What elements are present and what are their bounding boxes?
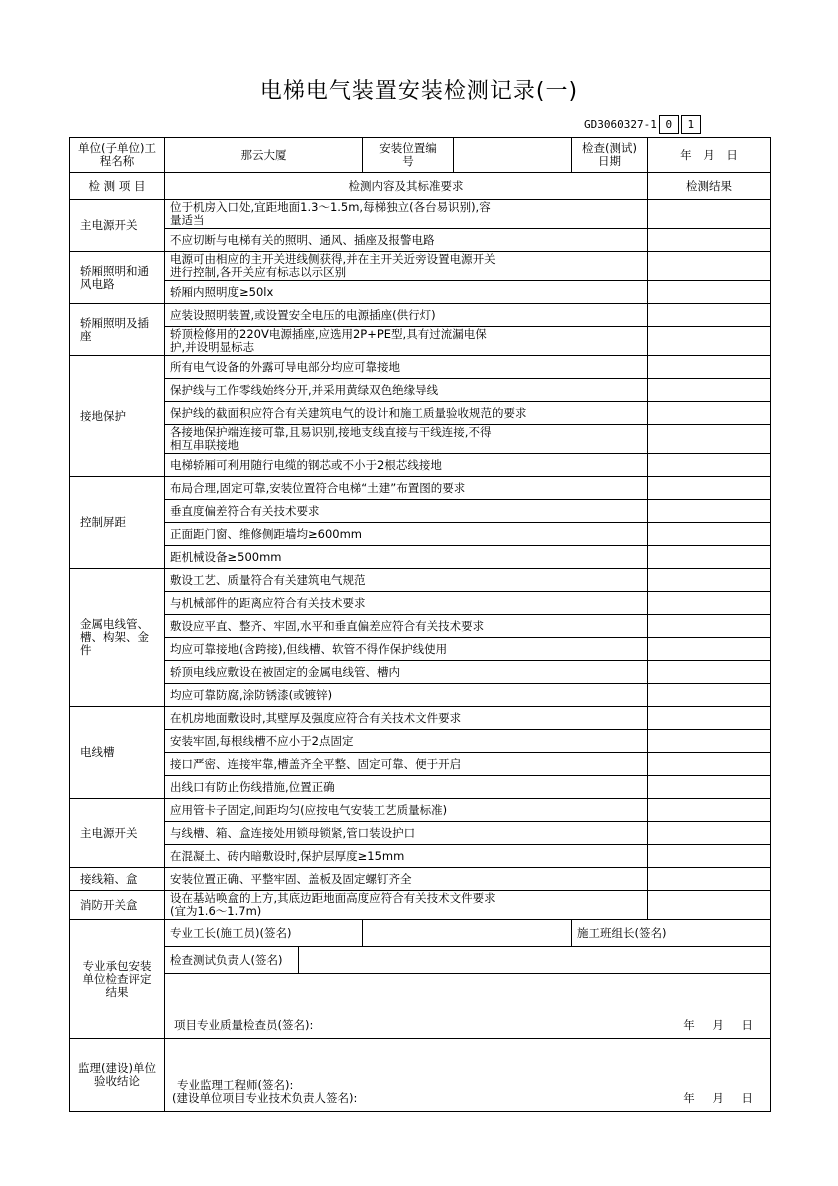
check-content: 保护线的截面积应符合有关建筑电气的设计和施工质量验收规范的要求 <box>165 402 648 425</box>
check-content: 安装位置正确、平整牢固、盖板及固定螺钉齐全 <box>165 868 648 891</box>
check-result[interactable] <box>648 252 771 281</box>
check-row <box>70 402 771 425</box>
check-result[interactable] <box>648 523 771 546</box>
page-title: 电梯电气装置安装检测记录(一) <box>259 79 579 104</box>
check-result[interactable] <box>648 304 771 327</box>
check-row <box>70 304 771 327</box>
check-content: 均应可靠接地(含跨接),但线槽、软管不得作保护线使用 <box>165 638 648 661</box>
contractor-row-3 <box>70 974 771 1039</box>
check-result[interactable] <box>648 500 771 523</box>
check-result[interactable] <box>648 425 771 454</box>
check-result[interactable] <box>648 868 771 891</box>
check-content: 接口严密、连接牢靠,槽盖齐全平整、固定可靠、便于开启 <box>165 753 648 776</box>
check-row <box>70 252 771 281</box>
check-row <box>70 229 771 252</box>
check-content: 敷设应平直、整齐、牢固,水平和垂直偏差应符合有关技术要求 <box>165 615 648 638</box>
check-row <box>70 592 771 615</box>
check-row <box>70 523 771 546</box>
inspector-date: 年 月 日 <box>683 1018 753 1032</box>
check-row <box>70 200 771 229</box>
foreman-signature[interactable] <box>363 920 572 947</box>
check-result[interactable] <box>648 229 771 252</box>
check-item-name: 轿厢照明和通风电路 <box>70 252 165 304</box>
check-result[interactable] <box>648 569 771 592</box>
check-content: 保护线与工作零线始终分开,并采用黄绿双色绝缘导线 <box>165 379 648 402</box>
column-result: 检测结果 <box>648 173 771 200</box>
foreman-label: 专业工长(施工员)(签名) <box>165 920 363 947</box>
header-row <box>70 138 771 173</box>
check-result[interactable] <box>648 661 771 684</box>
check-content: 不应切断与电梯有关的照明、通风、插座及报警电路 <box>165 229 648 252</box>
check-content: 布局合理,固定可靠,安装位置符合电梯“土建”布置图的要求 <box>165 477 648 500</box>
check-result[interactable] <box>648 638 771 661</box>
check-content: 轿顶检修用的220V电源插座,应选用2P+PE型,具有过流漏电保护,并设明显标志 <box>165 327 648 356</box>
check-content: 应用管卡子固定,间距均匀(应按电气安装工艺质量标准) <box>165 799 648 822</box>
unit-label: 单位(子单位)工程名称 <box>70 138 165 173</box>
check-result[interactable] <box>648 822 771 845</box>
check-content: 应装设照明装置,或设置安全电压的电源插座(供行灯) <box>165 304 648 327</box>
check-content: 在机房地面敷设时,其壁厚及强度应符合有关技术文件要求 <box>165 707 648 730</box>
location-label: 安装位置编号 <box>363 138 454 173</box>
check-row <box>70 684 771 707</box>
check-result[interactable] <box>648 730 771 753</box>
check-row <box>70 730 771 753</box>
check-row <box>70 615 771 638</box>
check-content: 所有电气设备的外露可导电部分均应可靠接地 <box>165 356 648 379</box>
check-row <box>70 776 771 799</box>
check-row <box>70 822 771 845</box>
check-row <box>70 845 771 868</box>
supervisor-label: 监理(建设)单位验收结论 <box>70 1039 165 1112</box>
supervisor-cell[interactable] <box>165 1039 771 1112</box>
contractor-row-1 <box>70 920 771 947</box>
check-result[interactable] <box>648 891 771 920</box>
check-row <box>70 477 771 500</box>
check-row <box>70 799 771 822</box>
check-result[interactable] <box>648 281 771 304</box>
check-content: 电源可由相应的主开关进线侧获得,并在主开关近旁设置电源开关进行控制,各开关应有标志以示区别 <box>165 252 648 281</box>
check-result[interactable] <box>648 776 771 799</box>
check-item-name: 轿厢照明及插座 <box>70 304 165 356</box>
check-content: 距机械设备≥500mm <box>165 546 648 569</box>
check-row <box>70 546 771 569</box>
check-row <box>70 327 771 356</box>
check-content: 与机械部件的距离应符合有关技术要求 <box>165 592 648 615</box>
check-content: 在混凝土、砖内暗敷设时,保护层厚度≥15mm <box>165 845 648 868</box>
check-result[interactable] <box>648 402 771 425</box>
check-content: 各接地保护端连接可靠,且易识别,接地支线直接与干线连接,不得相互串联接地 <box>165 425 648 454</box>
date-value[interactable]: 年 月 日 <box>648 138 771 173</box>
inspection-table <box>69 137 771 1112</box>
check-content: 轿厢内照明度≥50lx <box>165 281 648 304</box>
check-result[interactable] <box>648 799 771 822</box>
unit-value[interactable]: 那云大厦 <box>165 138 363 173</box>
inspector-label: 项目专业质量检查员(签名): <box>174 1018 314 1032</box>
check-row <box>70 500 771 523</box>
check-item-name: 主电源开关 <box>70 200 165 252</box>
check-row <box>70 868 771 891</box>
supervisor-engineer-label: 专业监理工程师(签名): <box>177 1078 294 1092</box>
check-item-name: 金属电线管、槽、构架、金件 <box>70 569 165 707</box>
check-result[interactable] <box>648 200 771 229</box>
check-result[interactable] <box>648 454 771 477</box>
column-content: 检测内容及其标准要求 <box>165 173 648 200</box>
column-item: 检 测 项 目 <box>70 173 165 200</box>
check-result[interactable] <box>648 845 771 868</box>
check-result[interactable] <box>648 546 771 569</box>
form-code-prefix: GD3060327-1 <box>584 118 657 131</box>
tester-signature[interactable] <box>299 947 771 974</box>
check-row <box>70 638 771 661</box>
check-row <box>70 356 771 379</box>
check-result[interactable] <box>648 356 771 379</box>
check-row <box>70 281 771 304</box>
check-item-name: 主电源开关 <box>70 799 165 868</box>
check-result[interactable] <box>648 684 771 707</box>
check-content: 安装牢固,每根线槽不应小于2点固定 <box>165 730 648 753</box>
location-value[interactable] <box>454 138 572 173</box>
inspector-cell[interactable] <box>165 974 771 1039</box>
check-row <box>70 753 771 776</box>
check-content: 敷设工艺、质量符合有关建筑电气规范 <box>165 569 648 592</box>
check-result[interactable] <box>648 707 771 730</box>
check-row <box>70 661 771 684</box>
check-content: 位于机房入口处,宜距地面1.3～1.5m,每梯独立(各台易识别),容量适当 <box>165 200 648 229</box>
check-content: 设在基站唤盒的上方,其底边距地面高度应符合有关技术文件要求(宜为1.6～1.7m) <box>165 891 648 920</box>
check-result[interactable] <box>648 477 771 500</box>
check-result[interactable] <box>648 379 771 402</box>
form-code-box-1: 0 <box>659 115 679 134</box>
check-content: 正面距门窗、维修侧距墙均≥600mm <box>165 523 648 546</box>
date-label: 检查(测试)日期 <box>572 138 648 173</box>
check-result[interactable] <box>648 327 771 356</box>
check-result[interactable] <box>648 615 771 638</box>
check-content: 与线槽、箱、盒连接处用锁母锁紧,管口装设护口 <box>165 822 648 845</box>
check-content: 轿顶电线应敷设在被固定的金属电线管、槽内 <box>165 661 648 684</box>
check-row <box>70 425 771 454</box>
check-row <box>70 569 771 592</box>
check-result[interactable] <box>648 592 771 615</box>
form-code-box-2: 1 <box>681 115 701 134</box>
check-row <box>70 707 771 730</box>
check-item-name: 接地保护 <box>70 356 165 477</box>
team-leader-label: 施工班组长(签名) <box>572 920 771 947</box>
check-content: 垂直度偏差符合有关技术要求 <box>165 500 648 523</box>
contractor-row-2 <box>70 947 771 974</box>
check-content: 均应可靠防腐,涂防锈漆(或镀锌) <box>165 684 648 707</box>
column-header-row <box>70 173 771 200</box>
contractor-label: 专业承包安装单位检查评定结果 <box>70 920 165 1039</box>
check-row <box>70 454 771 477</box>
check-content: 电梯轿厢可利用随行电缆的钢芯或不小于2根芯线接地 <box>165 454 648 477</box>
check-result[interactable] <box>648 753 771 776</box>
check-item-name: 电线槽 <box>70 707 165 799</box>
check-item-name: 消防开关盒 <box>70 891 165 920</box>
check-item-name: 接线箱、盒 <box>70 868 165 891</box>
supervisor-row <box>70 1039 771 1112</box>
check-row <box>70 891 771 920</box>
check-item-name: 控制屏距 <box>70 477 165 569</box>
supervisor-date: 年 月 日 <box>683 1091 753 1105</box>
check-content: 出线口有防止伤线措施,位置正确 <box>165 776 648 799</box>
form-code <box>584 115 701 134</box>
check-row <box>70 379 771 402</box>
supervisor-owner-label: (建设单位项目专业技术负责人签名): <box>172 1091 358 1105</box>
tester-label: 检查测试负责人(签名) <box>165 947 299 974</box>
